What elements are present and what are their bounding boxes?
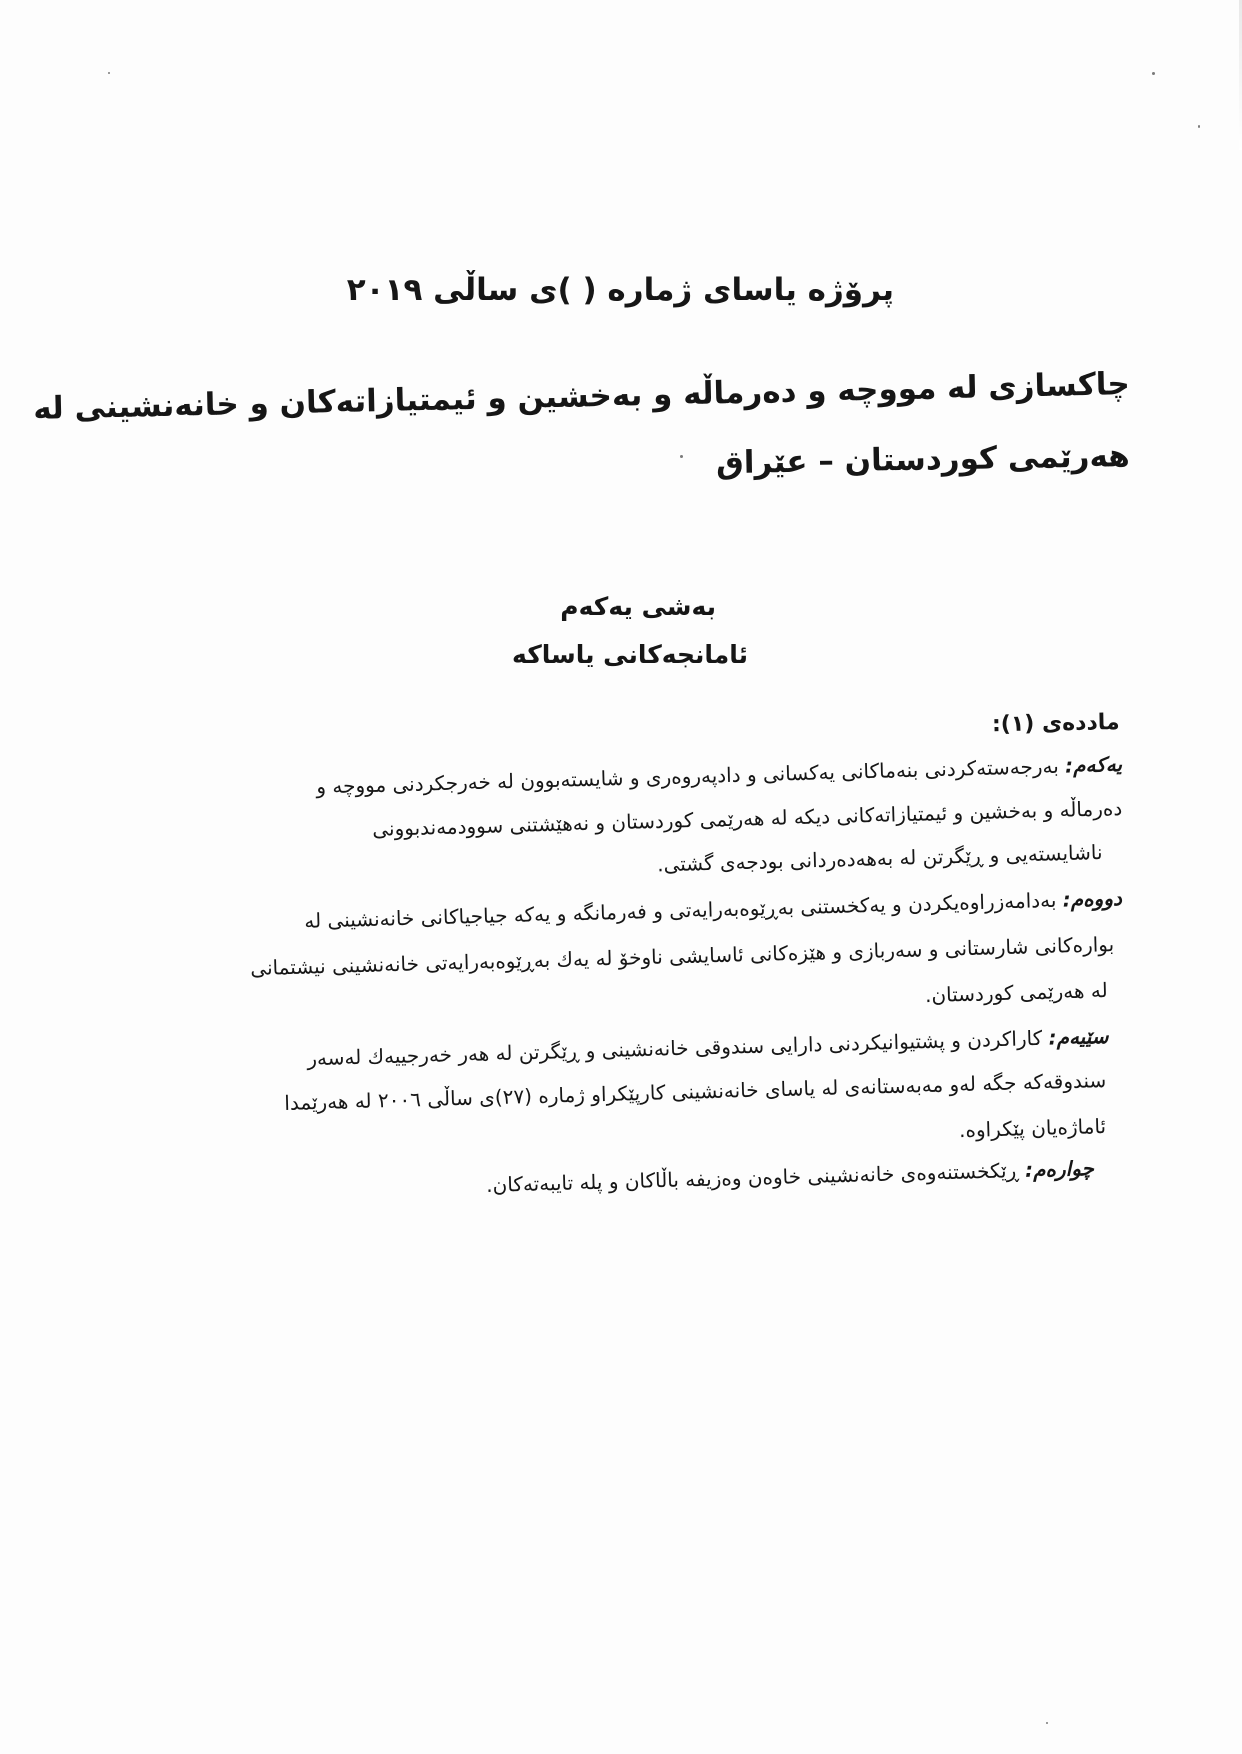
document-title-line-3: هەرێمی کوردستان – عێراق xyxy=(716,438,1131,482)
article-line xyxy=(316,752,1122,798)
section-heading: بەشی یەکەم xyxy=(560,592,716,621)
clause-label: دووەم: xyxy=(1062,886,1123,912)
article-line xyxy=(250,932,1114,980)
clause-text: ناشایستەیی و ڕێگرتن لە بەهەدەردانی بودجەی گشتی. xyxy=(656,840,1103,877)
article-line xyxy=(656,840,1102,876)
scan-speck xyxy=(1198,125,1200,128)
scan-speck xyxy=(1046,1722,1048,1724)
article-line xyxy=(959,1114,1107,1142)
clause-text: کاراکردن و پشتیوانیکردنی دارایی سندوقی خانەنشینی و ڕێگرتن لە هەر خەرجییەك لەسەر xyxy=(306,1025,1049,1071)
clause-text: دەرماڵە و بەخشین و ئیمتیازاتەکانی دیکە لە هەرێمی کوردستان و نەهێشتنی سوودمەندبوونی xyxy=(371,796,1123,841)
clause-label: یەکەم: xyxy=(1064,752,1123,778)
section-subheading: ئامانجەکانی یاساکە xyxy=(512,640,748,669)
document-title-line-1: پرۆژە یاسای ژمارە ( )ی ساڵی ٢٠١٩ xyxy=(346,272,894,308)
clause-text: ڕێکخستنەوەی خانەنشینی خاوەن وەزیفە باڵاکان و پلە تایبەتەکان. xyxy=(486,1157,1026,1197)
article-line xyxy=(304,886,1122,933)
clause-text: لە هەرێمی کوردستان. xyxy=(925,978,1109,1008)
clause-label: چوارەم: xyxy=(1024,1156,1095,1182)
document-title-line-2: چاکسازی لە مووچە و دەرماڵە و بەخشین و ئیمتیازاتەکان و خانەنشینی لە xyxy=(33,366,1131,427)
article-heading: ماددەی (١): xyxy=(992,710,1121,738)
article-line xyxy=(284,1068,1107,1115)
scan-speck xyxy=(108,72,110,74)
article-line xyxy=(486,1156,1094,1197)
clause-label: سێیەم: xyxy=(1047,1024,1109,1050)
article-line xyxy=(372,796,1123,841)
clause-text: بەرجەستەکردنی بنەماکانی یەکسانی و دادپەروەری و شایستەبوون لە خەرجکردنی مووچە و xyxy=(315,753,1066,799)
clause-text: بوارەکانی شارستانی و سەربازی و هێزەکانی ئاسایشی ناوخۆ لە یەك بەڕێوەبەرایەتی خانەنشینی نیشتمانی xyxy=(249,932,1115,981)
clause-text: ئاماژەیان پێکراوە. xyxy=(958,1114,1107,1143)
clause-text: سندوقەکە جگە لەو مەبەستانەی لە یاسای خانەنشینی کارپێکراو ژمارە (٢٧)ی ساڵی ٢٠٠٦ لە هەرێمدا xyxy=(283,1068,1107,1115)
article-line xyxy=(307,1024,1109,1070)
scan-speck xyxy=(680,455,683,458)
article-line xyxy=(925,978,1108,1007)
clause-text: بەدامەزراوەیکردن و یەکخستنی بەڕێوەبەرایەتی و فەرمانگە و یەکە جیاجیاکانی خانەنشینی لە xyxy=(304,887,1064,933)
scan-speck xyxy=(1152,72,1155,75)
